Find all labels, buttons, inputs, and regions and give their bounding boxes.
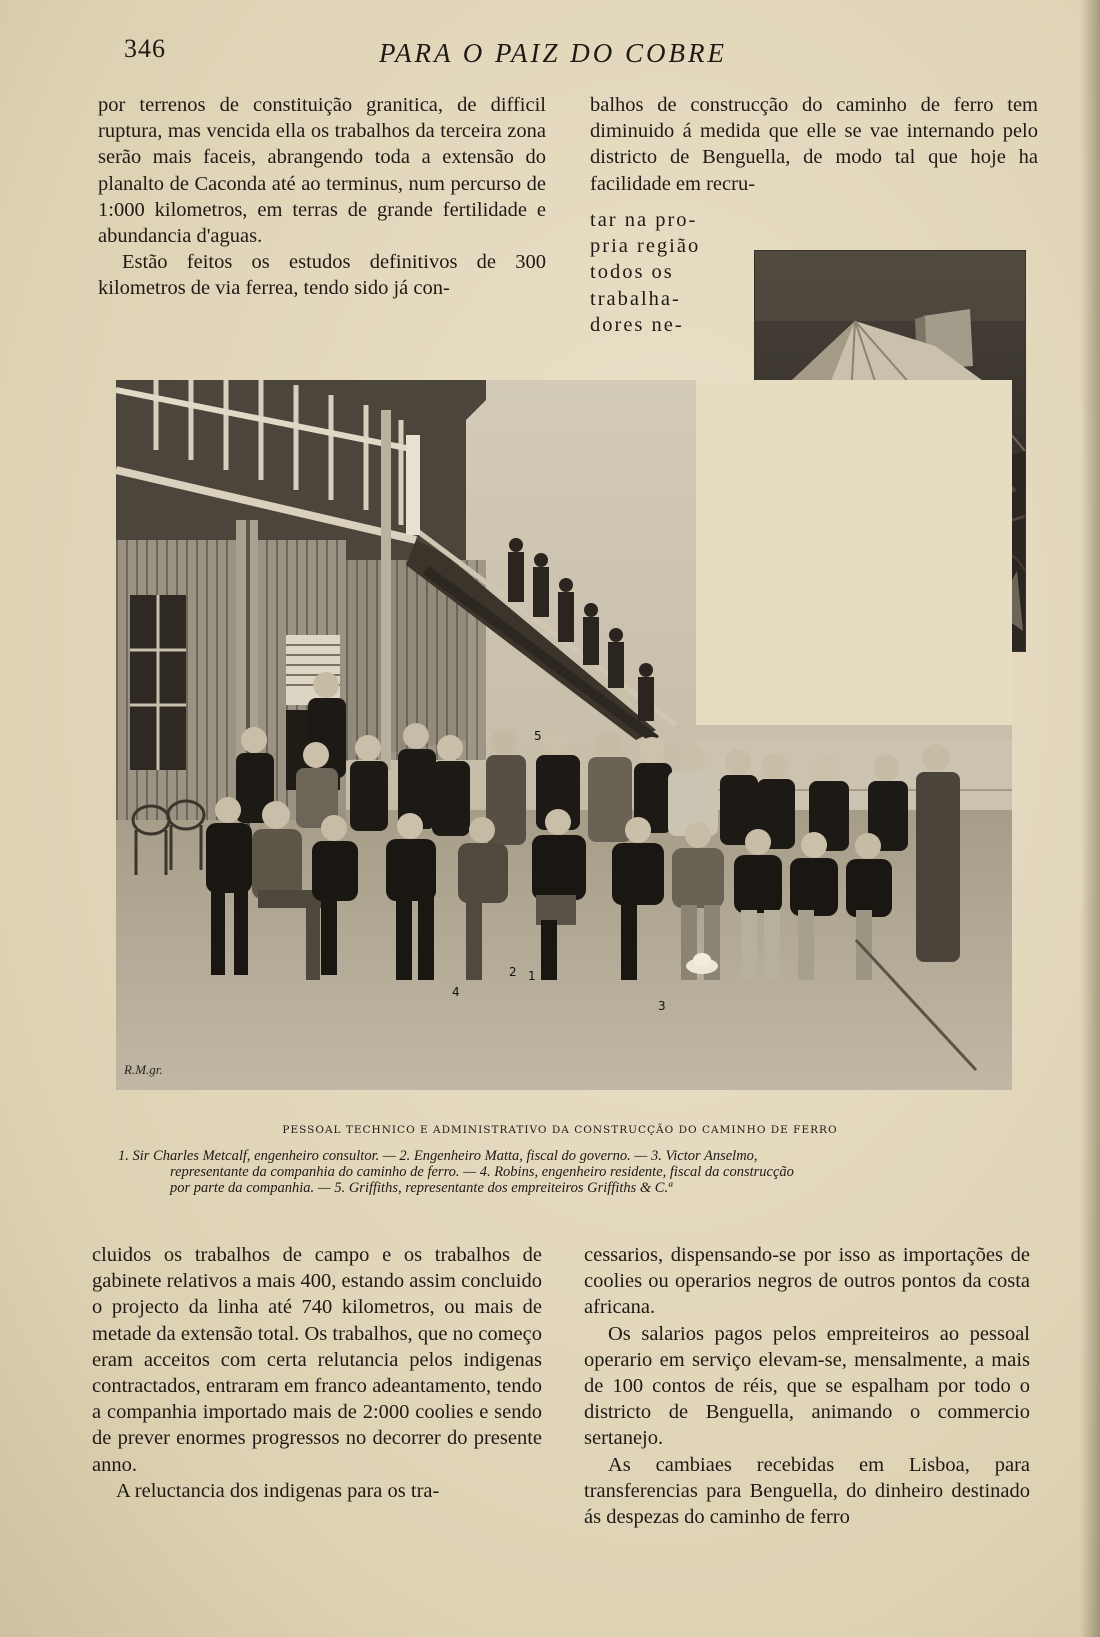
group-photo: [116, 380, 1012, 1090]
text-line: trabalha-: [590, 287, 681, 310]
paragraph: Os salarios pagos pelos empreiteiros ao pessoal operario em serviço elevam-se, mensalmente, a mais de 100 contos de réis, que se espalham por todo o districto de Benguella, animando o commercio sertanejo.: [584, 1322, 1030, 1450]
bottom-left-column: [92, 1242, 542, 1504]
group-photo-caption-title: PESSOAL TECHNICO E ADMINISTRATIVO DA CONSTRUCÇÃO DO CAMINHO DE FERRO: [282, 1124, 838, 1136]
text-line: todos os: [590, 261, 674, 284]
paragraph: cessarios, dispensando-se por isso as importações de coolies ou operarios negros de outros pontos da costa africana.: [584, 1244, 1030, 1319]
group-number-2: 2: [509, 965, 517, 979]
text-line: pria região: [590, 235, 701, 258]
top-left-column: [98, 92, 546, 302]
legend-line: representante da companhia do caminho de ferro. — 4. Robins, engenheiro residente, fiscal da construcção: [170, 1164, 794, 1180]
group-number-1: 1: [528, 969, 536, 983]
page-number: 346: [124, 34, 166, 63]
page-spine-shadow: [1080, 0, 1100, 1637]
paragraph: por terrenos de constituição granitica, de difficil ruptura, mas vencida ella os trabalhos da terceira zona serão mais faceis, abrangendo toda a extensão do planalto de Caconda até ao terminus, num percurso de 1:000 kilometros, em terras de grande fertilidade e abundancia d'aguas.: [98, 94, 546, 248]
paragraph: cluidos os trabalhos de campo e os trabalhos de gabinete relativos a mais 400, estando assim concluido o projecto da linha até 740 kilometros, ou mais de metade da extensão total. Os trabalhos, que no começo eram acceitos com certa relutancia pelos indigenas contractados, entraram em franco adeantamento, tendo a companhia importado mais de 2:000 coolies e sendo de prever enormes progressos no decorrer do presente anno.: [92, 1244, 542, 1476]
group-number-4: 4: [452, 985, 460, 999]
page-header: [118, 34, 988, 74]
paragraph: Estão feitos os estudos definitivos de 300 kilometros de via ferrea, tendo sido já con-: [98, 251, 546, 300]
running-title: PARA O PAIZ DO COBRE: [379, 38, 727, 68]
paragraph: A reluctancia dos indigenas para os tra-: [116, 1479, 440, 1502]
text-line: dores ne-: [590, 313, 684, 336]
paragraph: As cambiaes recebidas em Lisboa, para transferencias para Benguella, do dinheiro destinado ás despezas do caminho de ferro: [584, 1453, 1030, 1529]
bottom-right-column: [584, 1242, 1030, 1530]
paragraph: balhos de construcção do caminho de ferro tem diminuido á medida que elle se vae internando pelo districto de Benguella, de modo tal que hoje ha facilidade em recru-: [590, 94, 1038, 195]
group-photo-legend: [118, 1148, 1008, 1196]
group-number-3: 3: [658, 999, 666, 1013]
group-photo-image: [116, 380, 1012, 1090]
top-right-narrow-text: [590, 207, 702, 338]
group-photo-signature: R.M.gr.: [124, 1062, 163, 1077]
top-right-column: [590, 92, 1038, 197]
group-number-5: 5: [534, 729, 542, 743]
legend-line: 1. Sir Charles Metcalf, engenheiro consultor. — 2. Engenheiro Matta, fiscal do governo. — 3. Victor Anselmo,: [118, 1148, 758, 1164]
text-line: tar na pro-: [590, 209, 698, 231]
legend-line: por parte da companhia. — 5. Griffiths, representante dos empreiteiros Griffiths & C.ª: [170, 1180, 673, 1196]
